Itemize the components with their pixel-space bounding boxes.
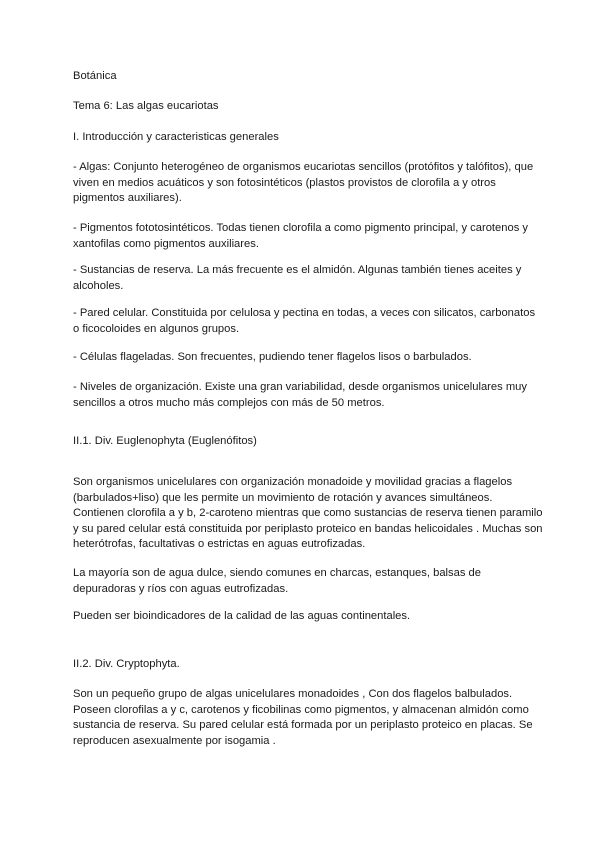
paragraph-pigmentos: - Pigmentos fototosintéticos. Todas tienen clorofila a como pigmento principal, y carotenos y xantofilas como pigmentos auxiliares. (73, 222, 528, 250)
paragraph-euglenophyta-bioindicators: Pueden ser bioindicadores de la calidad de las aguas continentales. (73, 610, 411, 622)
paragraph-sustancias-reserva: - Sustancias de reserva. La más frecuente es el almidón. Algunas también tienes aceites y alcoholes. (73, 264, 522, 292)
paragraph-euglenophyta-habitat: La mayoría son de agua dulce, siendo comunes en charcas, estanques, balsas de depuradoras y ríos con aguas eutrofizadas. (73, 567, 481, 595)
subject-title: Botánica (73, 70, 117, 82)
paragraph-algas: - Algas: Conjunto heterogéneo de organismos eucariotas sencillos (protófitos y talófitos), que viven en medios acuáticos y son fotosintéticos (plastos provistos de clorofila a y otros pigmentos auxiliares). (73, 161, 534, 204)
section-heading-euglenophyta: II.1. Div. Euglenophyta (Euglenófitos) (73, 435, 257, 447)
paragraph-euglenophyta-description: Son organismos unicelulares con organización monadoide y movilidad gracias a flagelos (barbulados+liso) que les permite un movimiento de rotación y avances simultáneos. Contienen clorofila a y b, 2-caroteno mientras que como sustancias de reserva tienen paramilo y su pared celular está constituida por periplasto proteico en bandas helicoidales . Muchas son heterótrofas, facultativas o estrictas en aguas eutrofizadas. (73, 476, 543, 550)
paragraph-pared-celular: - Pared celular. Constituida por celulosa y pectina en todas, a veces con silicatos, carbonatos o ficocoloides en algunos grupos. (73, 307, 536, 335)
paragraph-niveles-organizacion: - Niveles de organización. Existe una gran variabilidad, desde organismos unicelulares muy sencillos a otros mucho más complejos con más de 50 metros. (73, 381, 527, 409)
paragraph-cryptophyta-description: Son un pequeño grupo de algas unicelulares monadoides , Con dos flagelos balbulados. Poseen clorofilas a y c, carotenos y ficobilinas como pigmentos, y almacenan almidón como sustancia de reserva. Su pared celular está formada por un periplasto proteico en placas. Se reproducen asexualmente por isogamia . (73, 688, 533, 747)
section-heading-cryptophyta: II.2. Div. Cryptophyta. (73, 658, 180, 670)
topic-title: Tema 6: Las algas eucariotas (73, 100, 219, 112)
paragraph-celulas-flageladas: - Células flageladas. Son frecuentes, pudiendo tener flagelos lisos o barbulados. (73, 351, 472, 363)
section-heading-intro: I. Introducción y caracteristicas generales (73, 131, 279, 143)
